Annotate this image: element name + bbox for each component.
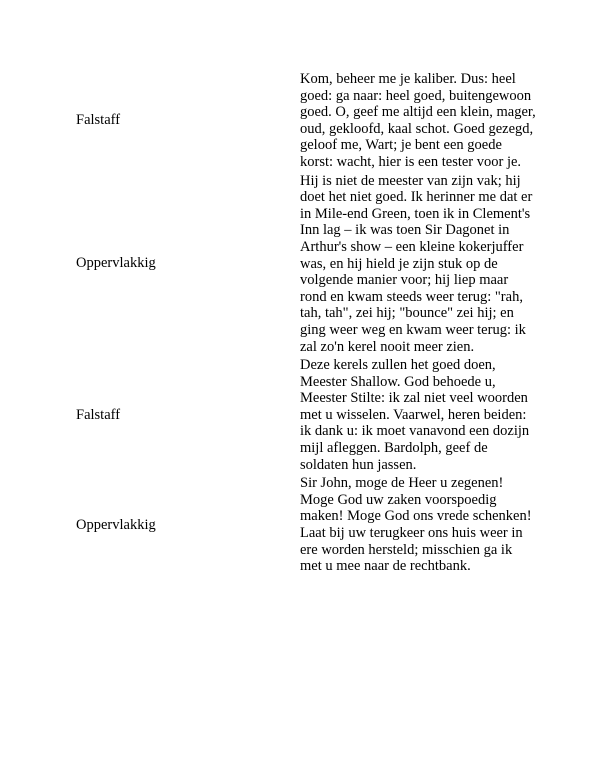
dialogue-row bbox=[76, 172, 536, 357]
speech-text: Hij is niet de meester van zijn vak; hij doet het niet goed. Ik herinner me dat er in Mile-end Green, toen ik in Clement's Inn lag – ik was toen Sir Dagonet in Arthur's show – een kleine kokerjuffer was, en hij hield je zijn stuk op de volgende manier voor; hij liep maar rond en kwam steeds weer terug: "rah, tah, tah", zei hij; "bounce" zei hij; en ging weer weg en kwam weer terug: ik zal zo'n kerel nooit meer zien. bbox=[300, 172, 533, 355]
speaker-name: Oppervlakkig bbox=[76, 255, 156, 272]
speaker-name: Oppervlakkig bbox=[76, 516, 156, 533]
speaker-name: Falstaff bbox=[76, 112, 121, 129]
dialogue-row bbox=[76, 356, 536, 474]
speech-text: Kom, beheer me je kaliber. Dus: heel goed: ga naar: heel goed, buitengewoon goed. O, geef me altijd een klein, mager, oud, gekloofd, kaal schot. Goed gezegd, geloof me, Wart; je bent een goede korst: wacht, hier is een tester voor je. bbox=[300, 71, 536, 170]
speaker-name: Falstaff bbox=[76, 406, 121, 423]
speech-text: Deze kerels zullen het goed doen, Meester Shallow. God behoede u, Meester Stilte: ik zal niet veel woorden met u wisselen. Vaarwel, heren beiden: ik dank u: ik moet vanavond een dozijn mijl afleggen. Bardolph, geef de soldaten hun jassen. bbox=[300, 357, 530, 473]
dialogue-table bbox=[76, 70, 536, 576]
speech-text: Sir John, moge de Heer u zegenen! Moge God uw zaken voorspoedig maken! Moge God ons vrede schenken! Laat bij uw terugkeer ons huis weer in ere worden hersteld; misschien ga ik met u mee naar de rechtbank. bbox=[300, 475, 532, 575]
dialogue-row bbox=[76, 70, 536, 172]
dialogue-row bbox=[76, 474, 536, 576]
